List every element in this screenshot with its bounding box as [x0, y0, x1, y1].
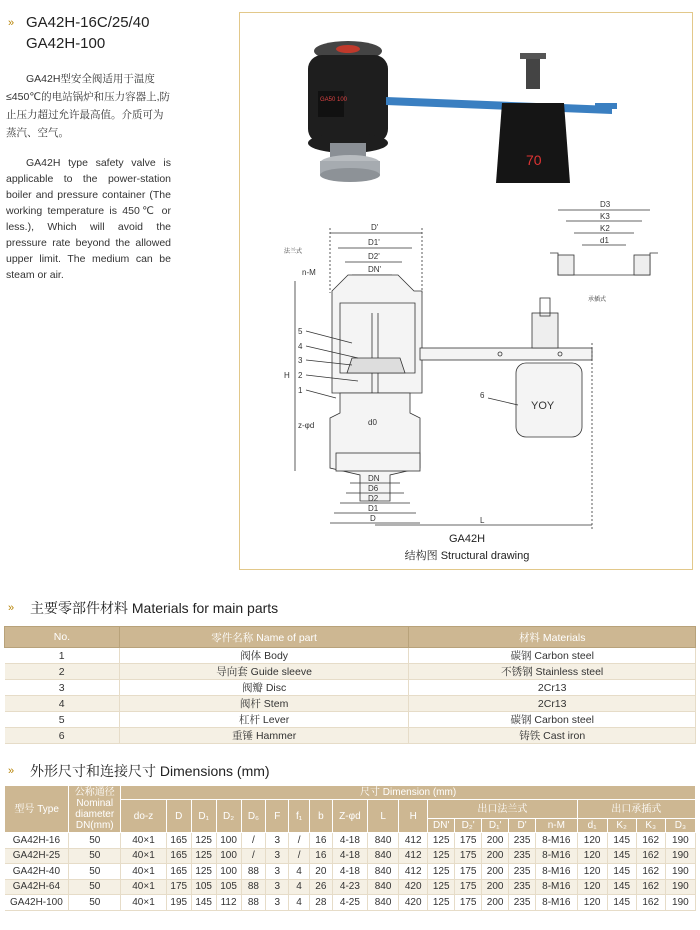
dimensions-cell: 120 [577, 833, 607, 849]
description-en: GA42H type safety valve is applicable to the power-station boiler and pressure container (The working temperature is 450℃ or less.), Which will avoid the pressure rate beyond the allowed upper limit. The medium can be steam or air. [6, 157, 171, 281]
dim-d0: d0 [368, 418, 377, 427]
materials-cell: 2Cr13 [409, 696, 696, 712]
label-flange: 法兰式 [284, 249, 303, 255]
dimensions-cell: 420 [399, 879, 428, 895]
dimensions-cell: 175 [166, 879, 191, 895]
dimensions-cell: 16 [309, 833, 332, 849]
dimensions-cell: 8-M16 [536, 848, 578, 864]
dim-D2-prime: D2' [368, 252, 380, 261]
materials-row [5, 696, 696, 712]
dim-DN: DN [368, 474, 380, 483]
materials-section-title [8, 598, 278, 618]
col-D1-prime: D₁' [482, 819, 509, 833]
dimensions-cell: 162 [636, 833, 665, 849]
dimensions-row [5, 895, 696, 911]
materials-cell: 导向套 Guide sleeve [119, 664, 409, 680]
dimensions-cell: 190 [665, 833, 695, 849]
dimensions-cell: 40×1 [121, 864, 167, 880]
materials-cell: 5 [5, 712, 120, 728]
col-b: b [309, 800, 332, 833]
dimensions-cell: 40×1 [121, 895, 167, 911]
dimensions-cell: 3 [266, 895, 289, 911]
materials-table [4, 626, 696, 744]
dimensions-cell: 88 [241, 895, 266, 911]
chevron-icon: » [8, 17, 13, 29]
dimensions-cell: 3 [266, 848, 289, 864]
dimensions-cell: 165 [166, 864, 191, 880]
dimensions-cell: 50 [69, 833, 121, 849]
materials-cell: 3 [5, 680, 120, 696]
header-outlet-flange: 出口法兰式 [428, 800, 577, 819]
dimensions-cell: 840 [368, 833, 399, 849]
dimensions-cell: 120 [577, 879, 607, 895]
col-n-M: n-M [536, 819, 578, 833]
dimensions-cell: 840 [368, 879, 399, 895]
dimensions-cell: 8-M16 [536, 833, 578, 849]
dimensions-cell: 145 [607, 879, 636, 895]
label-socket: 承插式 [588, 297, 607, 303]
dimensions-cell: 145 [607, 864, 636, 880]
materials-row [5, 664, 696, 680]
dimensions-cell: 4 [289, 864, 310, 880]
dimensions-cell: 100 [216, 848, 241, 864]
materials-cell: 铸铁 Cast iron [409, 728, 696, 744]
valve-photo [308, 41, 617, 183]
dimensions-cell: 125 [191, 833, 216, 849]
dimensions-cell: 175 [455, 895, 482, 911]
valve-label: GA50 100 [320, 97, 348, 103]
dimensions-cell: 40×1 [121, 879, 167, 895]
dimensions-cell: 100 [216, 833, 241, 849]
part-2: 2 [298, 371, 303, 380]
col-F: F [266, 800, 289, 833]
dimensions-cell: 4-25 [332, 895, 367, 911]
dim-K2: K2 [600, 224, 610, 233]
chevron-icon: » [8, 765, 13, 777]
dimensions-cell: 162 [636, 848, 665, 864]
dimensions-cell: 125 [428, 848, 455, 864]
dimensions-cell: 3 [266, 879, 289, 895]
dimensions-cell: 420 [399, 895, 428, 911]
dimensions-cell: 145 [191, 895, 216, 911]
dim-D3: D3 [600, 200, 611, 209]
header-part-name: 零件名称 Name of part [119, 627, 409, 648]
materials-row [5, 648, 696, 664]
dimensions-cell: 235 [509, 864, 536, 880]
dimensions-cell: 190 [665, 895, 695, 911]
dimensions-cell: 145 [607, 895, 636, 911]
dimensions-cell: 20 [309, 864, 332, 880]
dim-z-phi-d: z-φd [298, 421, 315, 430]
dimensions-cell: 88 [241, 864, 266, 880]
col-d1: d₁ [577, 819, 607, 833]
dimensions-cell: 8-M16 [536, 895, 578, 911]
structural-drawing-panel [239, 12, 693, 570]
dimensions-cell: 28 [309, 895, 332, 911]
col-D2-prime: D₂' [455, 819, 482, 833]
dimensions-table [4, 785, 696, 911]
materials-cell: 碳钢 Carbon steel [409, 712, 696, 728]
materials-cell: 2 [5, 664, 120, 680]
dimensions-cell: 4-18 [332, 864, 367, 880]
dimensions-cell: 40×1 [121, 848, 167, 864]
dimensions-cell: 50 [69, 864, 121, 880]
dimensions-cell: 175 [455, 848, 482, 864]
dim-header-row-1 [5, 786, 696, 800]
dim-D1: D1 [368, 504, 379, 513]
part-5: 5 [298, 327, 303, 336]
dimensions-cell: 120 [577, 848, 607, 864]
header-material: 材料 Materials [409, 627, 696, 648]
dimensions-cell: 112 [216, 895, 241, 911]
col-L: L [368, 800, 399, 833]
dimensions-cell: 88 [241, 879, 266, 895]
dimensions-cell: 200 [482, 879, 509, 895]
dimensions-cell: 4-23 [332, 879, 367, 895]
materials-cell: 杠杆 Lever [119, 712, 409, 728]
structural-drawing [240, 13, 694, 571]
dimensions-cell: 125 [191, 864, 216, 880]
materials-cell: 阀体 Body [119, 648, 409, 664]
page-title [8, 12, 149, 34]
dimensions-cell: 235 [509, 848, 536, 864]
dimensions-cell: GA42H-40 [5, 864, 69, 880]
col-K2: K₂ [607, 819, 636, 833]
title-block [8, 12, 149, 54]
dimensions-row [5, 864, 696, 880]
part-1: 1 [298, 386, 303, 395]
materials-title-text: 主要零部件材料 Materials for main parts [30, 600, 279, 616]
dim-D6: D6 [368, 484, 379, 493]
col-D-prime: D' [509, 819, 536, 833]
dim-L: L [480, 516, 485, 525]
col-f1: f₁ [289, 800, 310, 833]
dimensions-cell: 16 [309, 848, 332, 864]
dimensions-cell: 125 [428, 895, 455, 911]
dimensions-cell: 125 [428, 879, 455, 895]
section-drawing [295, 210, 658, 529]
dimensions-cell: / [289, 848, 310, 864]
col-D3: D₃ [665, 819, 695, 833]
header-type: 型号 Type [5, 786, 69, 833]
dimensions-cell: 190 [665, 848, 695, 864]
dimensions-cell: 195 [166, 895, 191, 911]
dimensions-cell: 162 [636, 864, 665, 880]
dimensions-cell: 175 [455, 864, 482, 880]
dimensions-cell: 125 [428, 833, 455, 849]
dimensions-cell: / [241, 833, 266, 849]
col-D1: D₁ [191, 800, 216, 833]
dimensions-cell: 8-M16 [536, 864, 578, 880]
chevron-icon: » [8, 602, 13, 614]
dimensions-cell: 4 [289, 895, 310, 911]
dimensions-cell: 105 [216, 879, 241, 895]
dimensions-cell: 162 [636, 879, 665, 895]
dimensions-cell: 3 [266, 833, 289, 849]
dimensions-cell: 125 [191, 848, 216, 864]
materials-cell: 阀瓣 Disc [119, 680, 409, 696]
part-4: 4 [298, 342, 303, 351]
col-H: H [399, 800, 428, 833]
dimensions-cell: 4-18 [332, 833, 367, 849]
dimensions-cell: 200 [482, 895, 509, 911]
materials-row [5, 712, 696, 728]
part-3: 3 [298, 356, 303, 365]
dimensions-cell: 175 [455, 879, 482, 895]
dimensions-cell: 105 [191, 879, 216, 895]
dimensions-cell: 840 [368, 864, 399, 880]
dimensions-cell: 50 [69, 879, 121, 895]
dimensions-section-title [8, 761, 270, 781]
dim-K3: K3 [600, 212, 610, 221]
dim-H: H [284, 371, 290, 380]
dimensions-cell: GA42H-16 [5, 833, 69, 849]
dimensions-cell: 175 [455, 833, 482, 849]
dimensions-cell: 100 [216, 864, 241, 880]
part-6: 6 [480, 391, 485, 400]
materials-row [5, 680, 696, 696]
page-title-line1: GA42H-16C/25/40 [26, 14, 150, 31]
dim-D1-prime: D1' [368, 238, 380, 247]
dimensions-cell: 190 [665, 879, 695, 895]
drawing-caption: 结构图 Structural drawing [404, 550, 530, 562]
dimensions-cell: / [289, 833, 310, 849]
dimensions-cell: 165 [166, 833, 191, 849]
header-dimension: 尺寸 Dimension (mm) [121, 786, 696, 800]
weight-number: 70 [526, 152, 542, 168]
dimensions-cell: / [241, 848, 266, 864]
materials-cell: 不锈钢 Stainless steel [409, 664, 696, 680]
dim-d1: d1 [600, 236, 609, 245]
dimensions-cell: GA42H-100 [5, 895, 69, 911]
dim-D-prime: D' [371, 223, 379, 232]
dimensions-cell: 40×1 [121, 833, 167, 849]
dimensions-cell: 412 [399, 833, 428, 849]
col-D: D [166, 800, 191, 833]
dimensions-cell: 200 [482, 864, 509, 880]
dimensions-cell: 50 [69, 848, 121, 864]
dimensions-cell: 235 [509, 895, 536, 911]
weight-mark: YOY [531, 400, 555, 412]
materials-cell: 重锤 Hammer [119, 728, 409, 744]
dimensions-cell: 8-M16 [536, 879, 578, 895]
header-outlet-socket: 出口承插式 [577, 800, 695, 819]
dimensions-row [5, 848, 696, 864]
materials-cell: 阀杆 Stem [119, 696, 409, 712]
dimensions-cell: 4-18 [332, 848, 367, 864]
dimensions-cell: 412 [399, 848, 428, 864]
dimensions-cell: 145 [607, 848, 636, 864]
dimensions-cell: 4 [289, 879, 310, 895]
dimensions-cell: 145 [607, 833, 636, 849]
dimensions-row [5, 879, 696, 895]
dimensions-cell: 190 [665, 864, 695, 880]
dimensions-cell: 200 [482, 848, 509, 864]
dimensions-cell: 3 [266, 864, 289, 880]
dimensions-cell: 120 [577, 864, 607, 880]
col-K3: K₃ [636, 819, 665, 833]
dim-DN-prime: DN' [368, 265, 382, 274]
dim-n-M: n-M [302, 268, 316, 277]
dimensions-cell: 120 [577, 895, 607, 911]
dimensions-cell: GA42H-64 [5, 879, 69, 895]
dimensions-cell: 235 [509, 879, 536, 895]
col-D2: D₂ [216, 800, 241, 833]
page-title-line2: GA42H-100 [26, 35, 106, 52]
dimensions-cell: 412 [399, 864, 428, 880]
dimensions-cell: 26 [309, 879, 332, 895]
materials-row [5, 728, 696, 744]
dim-D: D [370, 514, 376, 523]
dimensions-cell: 235 [509, 833, 536, 849]
header-no: No. [5, 627, 120, 648]
dimensions-cell: 840 [368, 848, 399, 864]
col-Z-phi-d: Z-φd [332, 800, 367, 833]
materials-cell: 4 [5, 696, 120, 712]
col-DN-prime: DN' [428, 819, 455, 833]
dimensions-cell: 162 [636, 895, 665, 911]
col-do-z: do-z [121, 800, 167, 833]
materials-cell: 碳钢 Carbon steel [409, 648, 696, 664]
description-cn: GA42H型安全阀适用于温度≤450℃的电站锅炉和压力容器上,防止压力超过允许最高值。介质可为蒸汽、空气。 [6, 73, 170, 139]
col-D6: D₆ [241, 800, 266, 833]
materials-cell: 6 [5, 728, 120, 744]
dimensions-cell: 200 [482, 833, 509, 849]
dimensions-cell: GA42H-25 [5, 848, 69, 864]
dimensions-title-text: 外形尺寸和连接尺寸 Dimensions (mm) [30, 763, 270, 779]
dimensions-cell: 165 [166, 848, 191, 864]
header-nominal: 公称通径 Nominal diameter DN(mm) [69, 786, 121, 833]
dimensions-cell: 125 [428, 864, 455, 880]
drawing-model-label: GA42H [448, 533, 486, 545]
materials-header-row [5, 627, 696, 648]
dimensions-row [5, 833, 696, 849]
dimensions-cell: 840 [368, 895, 399, 911]
dimensions-cell: 50 [69, 895, 121, 911]
materials-cell: 2Cr13 [409, 680, 696, 696]
materials-cell: 1 [5, 648, 120, 664]
dim-D2: D2 [368, 494, 379, 503]
